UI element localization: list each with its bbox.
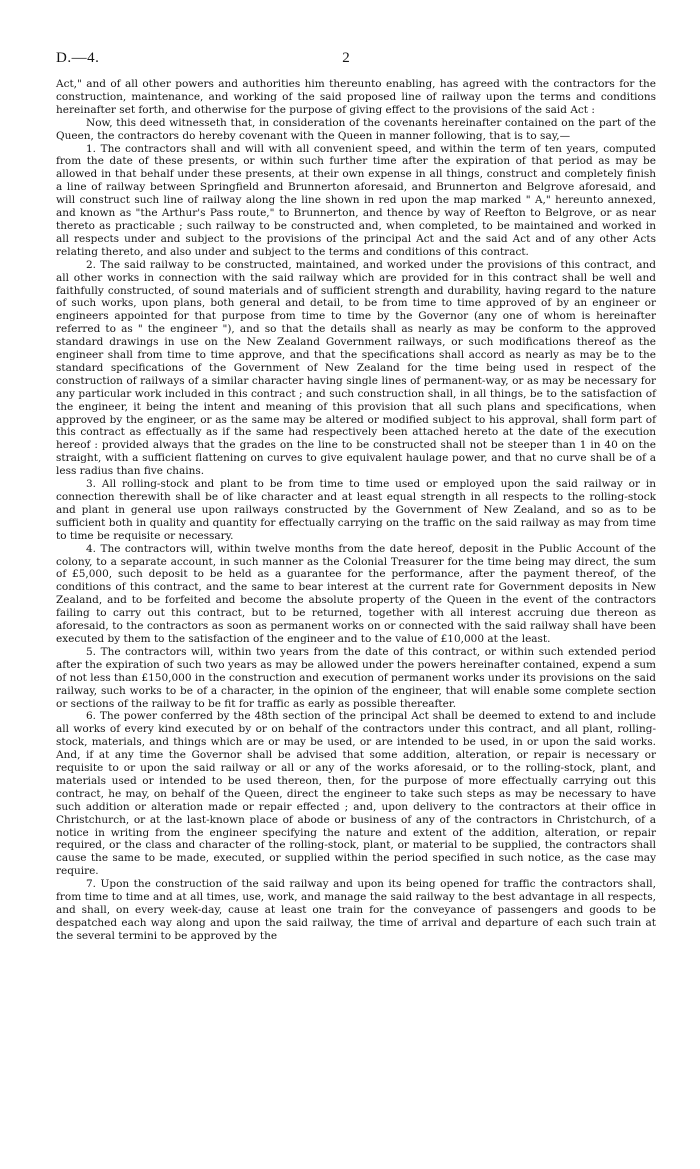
clause-1: 1. The contractors shall and will with all convenient speed, and within the term of ten years, computed from the date of these presents, or within such further time after the expiration of that period as may be allowed in that behalf under these presents, at their own expense in all things, construct and completely finish a line of railway between Springfield and Brunnerton aforesaid, and Brunnerton and Belgrove aforesaid, and will construct such line of railway along the line shown in red upon the map marked " A," hereunto annexed, and known as "the Arthur's Pass route," to Brunnerton, and thence by way of Reefton to Belgrove, or as near thereto as practicable ; such railway to be constructed and, when completed, to be maintained and worked in all respects under and subject to the provisions of the principal Act and the said Act and of any other Acts relating thereto, and also under and subject to the terms and conditions of this contract. [56,142,656,258]
clause-3: 3. All rolling-stock and plant to be from time to time used or employed upon the said railway or in connection therewith shall be of like character and at least equal strength in all respects to the rolling-stock and plant in general use upon railways constructed by the Government of New Zealand, and so as to be sufficient both in quality and quantity for effectually carrying on the traffic on the said railway as may from time to time be requisite or necessary. [56,478,656,542]
paragraph-witnesseth: Now, this deed witnesseth that, in consideration of the covenants hereinafter contained on the part of the Queen, the contractors do hereby covenant with the Queen in manner following, that is to say,— [56,116,656,142]
page-number: 2 [342,50,350,66]
clause-7: 7. Upon the construction of the said railway and upon its being opened for traffic the contractors shall, from time to time and at all times, use, work, and manage the said railway to the best advantage in all respects, and shall, on every week-day, cause at least one train for the conveyance of passengers and goods to be despatched each way along and upon the said railway, the time of arrival and departure of each such train at the several termini to be approved by the [56,878,656,942]
page-header [56,50,656,72]
document-reference: D.—4. [56,50,100,66]
clause-6: 6. The power conferred by the 48th section of the principal Act shall be deemed to extend to and include all works of every kind executed by or on behalf of the contractors under this contract, and all plant, rolling-stock, materials, and things which are or may be used, or are intended to be used, in or upon the said works. And, if at any time the Governor shall be advised that some addition, alteration, or repair is necessary or requisite to or upon the said railway or all or any of the works aforesaid, or to the rolling-stock, plant, and materials used or intended to be used thereon, then, for the purpose of more effectually carrying out this contract, he may, on behalf of the Queen, direct the engineer to take such steps as may be necessary to have such addition or alteration made or repair effected ; and, upon delivery to the contractors at their office in Christchurch, or at the last-known place of abode or business of any of the contractors in Christchurch, of a notice in writing from the engineer specifying the nature and extent of the addition, alteration, or repair required, or the class and character of the rolling-stock, plant, or material to be supplied, the contractors shall cause the same to be made, executed, or supplied within the period specified in such notice, as the case may require. [56,710,656,878]
clause-5: 5. The contractors will, within two years from the date of this contract, or within such extended period after the expiration of such two years as may be allowed under the powers hereinafter contained, expend a sum of not less than £150,000 in the construction and execution of permanent works under its provisions on the said railway, such works to be of a character, in the opinion of the engineer, that will enable some complete section or sections of the railway to be fit for traffic as early as possible thereafter. [56,645,656,710]
paragraph-act-continuation: Act," and of all other powers and authorities him thereunto enabling, has agreed with the contractors for the construction, maintenance, and working of the said proposed line of railway upon the terms and conditions hereinafter set forth, and otherwise for the purpose of giving effect to the provisions of the said Act : [56,78,656,116]
body-text [56,78,656,943]
clause-2: 2. The said railway to be constructed, maintained, and worked under the provisions of this contract, and all other works in connection with the said railway which are provided for in this contract shall be well and faithfully constructed, of sound materials and of sufficient strength and durability, having regard to the nature of such works, upon plans, both general and detail, to be from time to time approved of by an engineer or engineers appointed for that purpose from time to time by the Governor (any one of whom is hereinafter referred to as " the engineer "), and so that the details shall as nearly as may be conform to the approved standard drawings in use on the New Zealand Government railways, or such modifications thereof as the engineer shall from time to time approve, and that the specifications shall accord as nearly as may be to the standard specifications of the Government of New Zealand for the time being used in respect of the construction of railways of a similar character having single lines of permanent-way, or as may be necessary for any particular work included in this contract ; and such construction shall, in all things, be to the satisfaction of the engineer, it being the intent and meaning of this provision that all such plans and specifications, when approved by the engineer, or as the same may be altered or modified subject to his approval, shall form part of this contract as effectually as if the same had respectively been attached hereto at the date of the execution hereof : provided always that the grades on the line to be constructed shall not be steeper than 1 in 40 on the straight, with a sufficient flattening on curves to give equivalent haulage power, and that no curve shall be of a less radius than five chains. [56,258,656,478]
clause-4: 4. The contractors will, within twelve months from the date hereof, deposit in the Public Account of the colony, to a separate account, in such manner as the Colonial Treasurer for the time being may direct, the sum of £5,000, such deposit to be held as a guarantee for the performance, after the payment thereof, of the conditions of this contract, and the same to bear interest at the current rate for Government deposits in New Zealand, and to be forfeited and become the absolute property of the Queen in the event of the contractors failing to carry out this contract, but to be returned, together with all interest accruing due thereon as aforesaid, to the contractors as soon as permanent works on or connected with the said railway shall have been executed by them to the satisfaction of the engineer and to the value of £10,000 at the least. [56,542,656,645]
